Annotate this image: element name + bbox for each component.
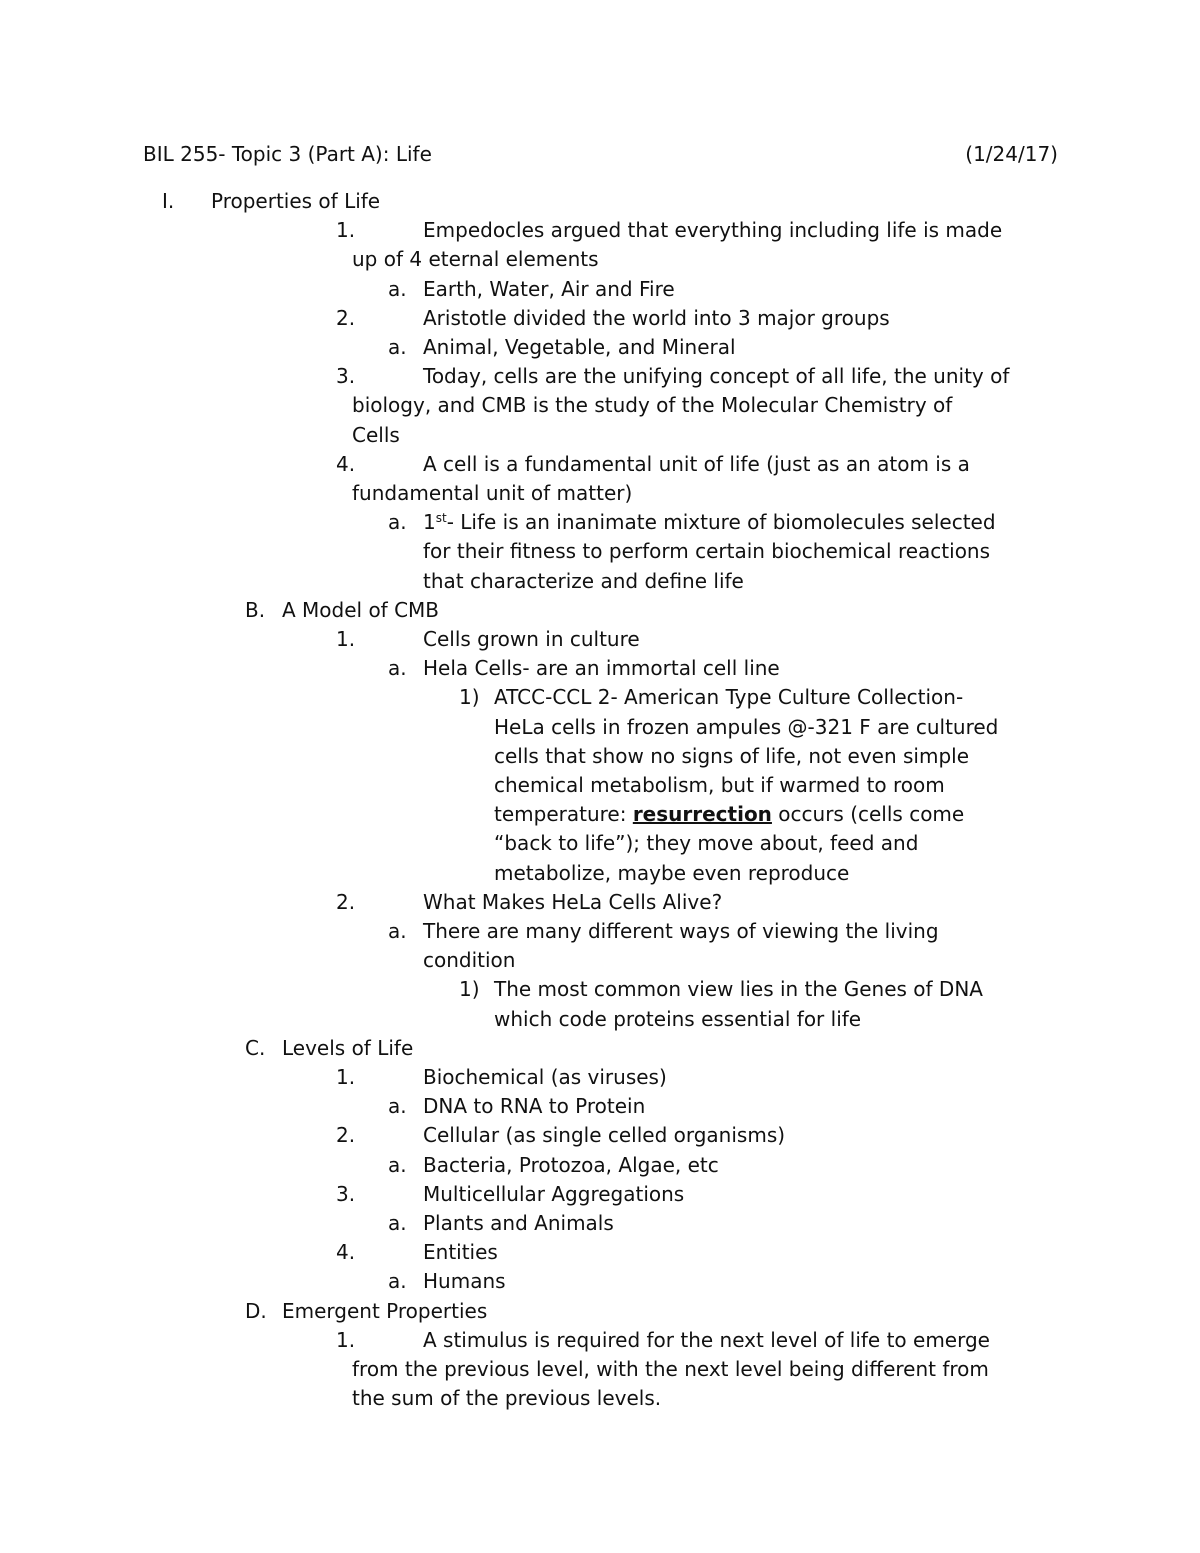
subitem-text: condition	[423, 948, 516, 972]
item-text: Biochemical (as viruses)	[423, 1065, 667, 1089]
section-marker: B.	[245, 598, 266, 622]
section-marker: C.	[245, 1036, 266, 1060]
item-number: 1.	[336, 1065, 356, 1089]
subitem-text: Animal, Vegetable, and Mineral	[423, 335, 736, 359]
item-number: 4.	[336, 452, 356, 476]
document-date: (1/24/17)	[965, 142, 1058, 166]
subitem-letter: a.	[388, 1269, 407, 1293]
item-text: A stimulus is required for the next level of life to emerge	[423, 1328, 990, 1352]
item-text: Cells	[352, 423, 400, 447]
subitem-text: DNA to RNA to Protein	[423, 1094, 646, 1118]
item-text: from the previous level, with the next level being different from	[352, 1357, 989, 1381]
subitem-text: Plants and Animals	[423, 1211, 614, 1235]
ordinal-superscript: st	[435, 511, 447, 525]
item-text: Cells grown in culture	[423, 627, 640, 651]
item-text: A cell is a fundamental unit of life (just as an atom is a	[423, 452, 970, 476]
section-heading: Properties of Life	[211, 189, 381, 213]
item-number: 4.	[336, 1240, 356, 1264]
subsubitem-text: cells that show no signs of life, not even simple	[494, 744, 970, 768]
subitem-text: 1st- Life is an inanimate mixture of biomolecules selected	[423, 510, 996, 534]
item-number: 2.	[336, 306, 356, 330]
item-number: 2.	[336, 1123, 356, 1147]
section-heading: Levels of Life	[282, 1036, 414, 1060]
section-marker: I.	[162, 189, 175, 213]
subitem-text: Humans	[423, 1269, 506, 1293]
item-text: What Makes HeLa Cells Alive?	[423, 890, 723, 914]
item-number: 3.	[336, 1182, 356, 1206]
section-heading: A Model of CMB	[282, 598, 440, 622]
item-number: 1.	[336, 218, 356, 242]
subitem-letter: a.	[388, 277, 407, 301]
subsubitem-number: 1)	[459, 685, 480, 709]
subitem-letter: a.	[388, 1153, 407, 1177]
subitem-letter: a.	[388, 1094, 407, 1118]
section-heading: Emergent Properties	[282, 1299, 488, 1323]
item-text: Today, cells are the unifying concept of all life, the unity of	[423, 364, 1010, 388]
item-text: fundamental unit of matter)	[352, 481, 633, 505]
subsubitem-text: HeLa cells in frozen ampules @-321 F are cultured	[494, 715, 999, 739]
item-text: Multicellular Aggregations	[423, 1182, 685, 1206]
item-text: biology, and CMB is the study of the Molecular Chemistry of	[352, 393, 953, 417]
subitem-letter: a.	[388, 919, 407, 943]
subitem-text: for their fitness to perform certain biochemical reactions	[423, 539, 991, 563]
subsubitem-text: metabolize, maybe even reproduce	[494, 861, 850, 885]
subitem-letter: a.	[388, 656, 407, 680]
subsubitem-text: ATCC-CCL 2- American Type Culture Collection-	[494, 685, 964, 709]
item-number: 1.	[336, 627, 356, 651]
subitem-text: that characterize and define life	[423, 569, 744, 593]
subitem-text: Hela Cells- are an immortal cell line	[423, 656, 780, 680]
subitem-text: There are many different ways of viewing the living	[423, 919, 939, 943]
item-text: up of 4 eternal elements	[352, 247, 599, 271]
item-text: Cellular (as single celled organisms)	[423, 1123, 786, 1147]
subitem-letter: a.	[388, 335, 407, 359]
subitem-text: Earth, Water, Air and Fire	[423, 277, 675, 301]
subsubitem-text: “back to life”); they move about, feed and	[494, 831, 919, 855]
subitem-letter: a.	[388, 510, 407, 534]
subsubitem-text: chemical metabolism, but if warmed to room	[494, 773, 945, 797]
subsubitem-text: which code proteins essential for life	[494, 1007, 862, 1031]
item-number: 2.	[336, 890, 356, 914]
section-marker: D.	[245, 1299, 267, 1323]
subsubitem-text: temperature: resurrection occurs (cells come	[494, 802, 965, 826]
item-text: Empedocles argued that everything including life is made	[423, 218, 1003, 242]
item-number: 3.	[336, 364, 356, 388]
subsubitem-text: The most common view lies in the Genes of DNA	[494, 977, 983, 1001]
item-text: Entities	[423, 1240, 498, 1264]
subsubitem-number: 1)	[459, 977, 480, 1001]
document-title: BIL 255- Topic 3 (Part A): Life	[143, 142, 432, 166]
emphasized-term: resurrection	[632, 802, 772, 826]
item-text: Aristotle divided the world into 3 major groups	[423, 306, 890, 330]
subitem-text: Bacteria, Protozoa, Algae, etc	[423, 1153, 719, 1177]
item-text: the sum of the previous levels.	[352, 1386, 662, 1410]
item-number: 1.	[336, 1328, 356, 1352]
subitem-letter: a.	[388, 1211, 407, 1235]
